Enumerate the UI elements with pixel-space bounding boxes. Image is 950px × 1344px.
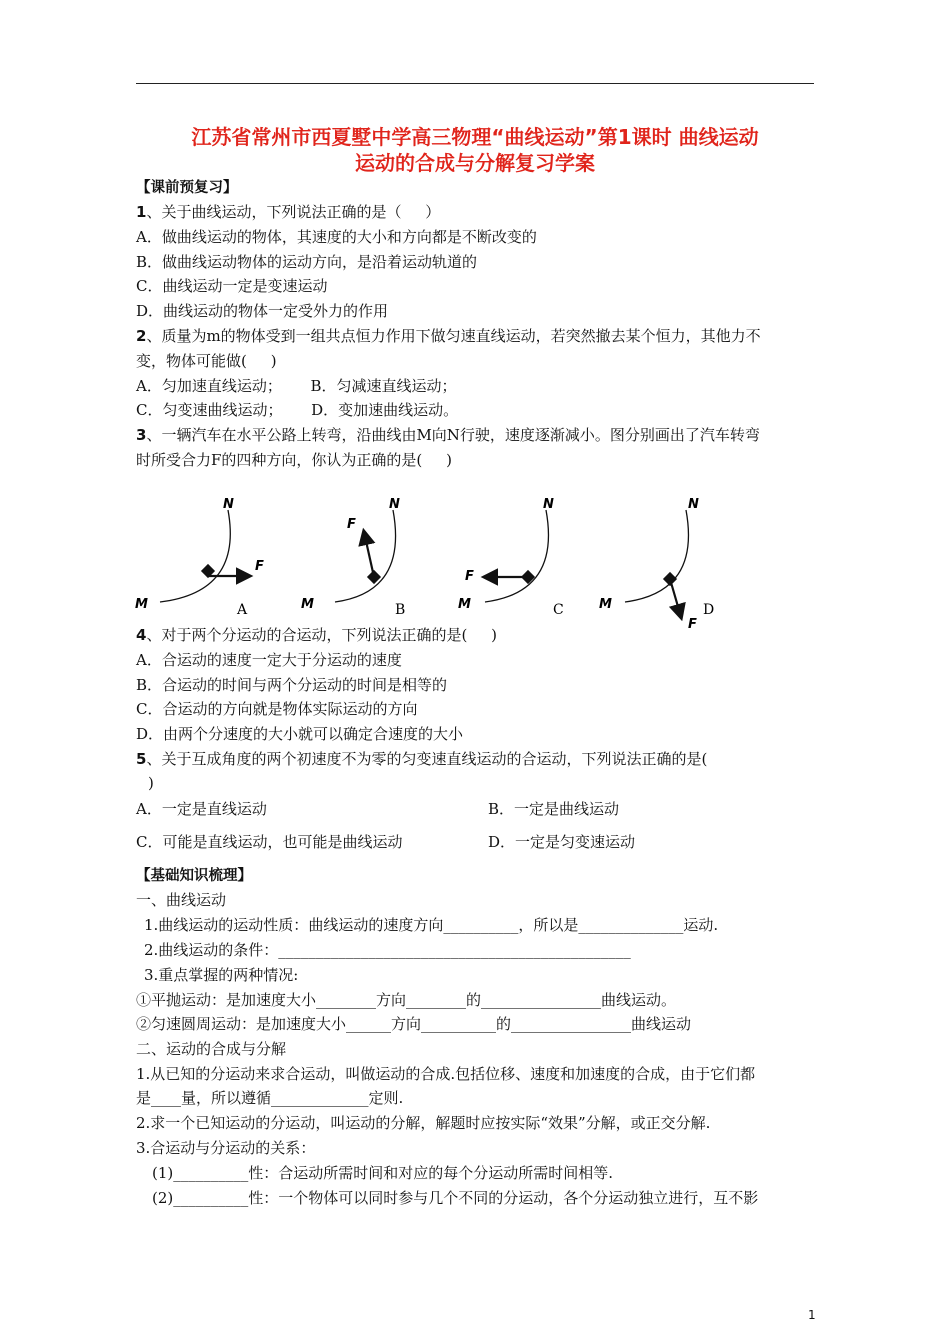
document-title-line2: 运动的合成与分解复习学案 (355, 151, 595, 175)
q3-stem-line2: 时所受合力F的四种方向，你认为正确的是( ) (136, 451, 452, 469)
q5-stem-line2: ) (148, 774, 154, 792)
figure-option-b (301, 497, 405, 618)
label-f-b: F (347, 517, 356, 532)
q4-text: 、对于两个分运动的合运动，下列说法正确的是( ) (146, 626, 497, 644)
q1-option-b: B．做曲线运动物体的运动方向，是沿着运动轨道的 (136, 253, 478, 271)
section-1-item-3: 3.重点掌握的两种情况: (144, 966, 299, 984)
header-rule (136, 83, 814, 84)
q1-number: 1 (136, 203, 147, 221)
label-f-c: F (465, 569, 474, 584)
section-2-item-1-line1: 1.从已知的分运动来求合运动，叫做运动的合成.包括位移、速度和加速度的合成，由于它们都 (136, 1065, 756, 1083)
q1-option-c: C．曲线运动一定是变速运动 (136, 277, 328, 295)
preview-heading: 【课前预复习】 (136, 180, 238, 196)
q3-number: 3 (136, 426, 147, 444)
label-n-d: N (688, 497, 699, 512)
label-n-c: N (543, 497, 554, 512)
q2-text: 、质量为m的物体受到一组共点恒力作用下做匀速直线运动，若突然撤去某个恒力，其他力不 (146, 327, 761, 345)
option-label-d: D (703, 602, 715, 618)
figure-option-a (135, 497, 264, 618)
label-m-c: M (458, 597, 471, 612)
force-direction-figure (125, 488, 745, 638)
label-m-a: M (135, 597, 148, 612)
q4-option-b: B．合运动的时间与两个分运动的时间是相等的 (136, 676, 448, 694)
q4-number: 4 (136, 626, 147, 644)
path-curve-c (485, 510, 548, 602)
option-label-a: A (237, 602, 248, 618)
section-1-title: 一、曲线运动 (136, 891, 227, 909)
q5-option-d: D．一定是匀变速运动 (488, 833, 636, 851)
q2-number: 2 (136, 327, 147, 345)
q2-stem-line1 (136, 326, 761, 346)
label-m-d: M (599, 597, 612, 612)
figure-option-d (599, 497, 714, 632)
page-number: 1 (808, 1308, 816, 1322)
section-1-item-2: 2.曲线运动的条件：_______________________________________________ (144, 941, 631, 959)
q5-option-b: B．一定是曲线运动 (488, 800, 620, 818)
path-curve-d (625, 510, 688, 602)
q2-options-row1: A．匀加速直线运动； B．匀减速直线运动； (136, 377, 457, 395)
q5-text: 、关于互成角度的两个初速度不为零的匀变速直线运动的合运动，下列说法正确的是( (146, 750, 708, 768)
q1-option-d: D．曲线运动的物体一定受外力的作用 (136, 302, 389, 320)
q5-stem-line1 (136, 749, 707, 769)
q4-option-d: D．由两个分速度的大小就可以确定合速度的大小 (136, 725, 464, 743)
path-curve-a (160, 510, 230, 602)
q1-option-a: A．做曲线运动的物体，其速度的大小和方向都是不断改变的 (136, 228, 537, 246)
section-2-item-3: 3.合运动与分运动的关系： (136, 1139, 316, 1157)
path-curve-b (335, 510, 396, 602)
section-2-item-3b: (2)__________性：一个物体可以同时参与几个不同的分运动，各个分运动独立进行，互不影 (152, 1189, 759, 1207)
q5-option-a: A．一定是直线运动 (136, 800, 267, 818)
q1-stem (136, 202, 440, 222)
force-arrow-b (364, 532, 374, 577)
label-f-d: F (688, 617, 697, 632)
section-2-item-3a: (1)__________性：合运动所需时间和对应的每个分运动所需时间相等. (152, 1164, 614, 1182)
q1-text: 、关于曲线运动，下列说法正确的是（ ） (146, 203, 441, 221)
section-2-item-1-line2: 是____量，所以遵循_____________定则. (136, 1089, 404, 1107)
q2-stem-line2: 变，物体可能做( ) (136, 352, 277, 370)
q4-option-a: A．合运动的速度一定大于分运动的速度 (136, 651, 402, 669)
section-2-title: 二、运动的合成与分解 (136, 1040, 287, 1058)
q5-option-c: C．可能是直线运动，也可能是曲线运动 (136, 833, 403, 851)
section-1-item-1: 1.曲线运动的运动性质：曲线运动的速度方向__________，所以是______________运动. (144, 916, 719, 934)
figure-option-c (458, 497, 564, 618)
basics-heading: 【基础知识梳理】 (136, 868, 252, 884)
label-n-a: N (223, 497, 234, 512)
force-arrow-d (670, 579, 681, 617)
q5-number: 5 (136, 750, 147, 768)
label-n-b: N (389, 497, 400, 512)
q3-stem-line1 (136, 425, 760, 445)
q2-options-row2: C．匀变速曲线运动； D．变加速曲线运动。 (136, 401, 459, 419)
option-label-b: B (395, 602, 406, 618)
label-m-b: M (301, 597, 314, 612)
q4-option-c: C．合运动的方向就是物体实际运动的方向 (136, 700, 418, 718)
q3-text: 、一辆汽车在水平公路上转弯，沿曲线由M向N行驶，速度逐渐减小。图分别画出了汽车转弯 (146, 426, 760, 444)
section-2-item-2: 2.求一个已知运动的分运动，叫运动的分解，解题时应按实际“效果”分解，或正交分解. (136, 1114, 711, 1132)
option-label-c: C (553, 602, 564, 618)
q4-stem (136, 625, 497, 645)
section-1-item-3b: ②匀速圆周运动：是加速度大小______方向__________的________________曲线运动 (136, 1015, 692, 1033)
document-title-line1: 江苏省常州市西夏墅中学高三物理“曲线运动”第1课时 曲线运动 (191, 125, 759, 149)
label-f-a: F (255, 559, 264, 574)
section-1-item-3a: ①平抛运动：是加速度大小________方向________的________________曲线运动。 (136, 991, 677, 1009)
